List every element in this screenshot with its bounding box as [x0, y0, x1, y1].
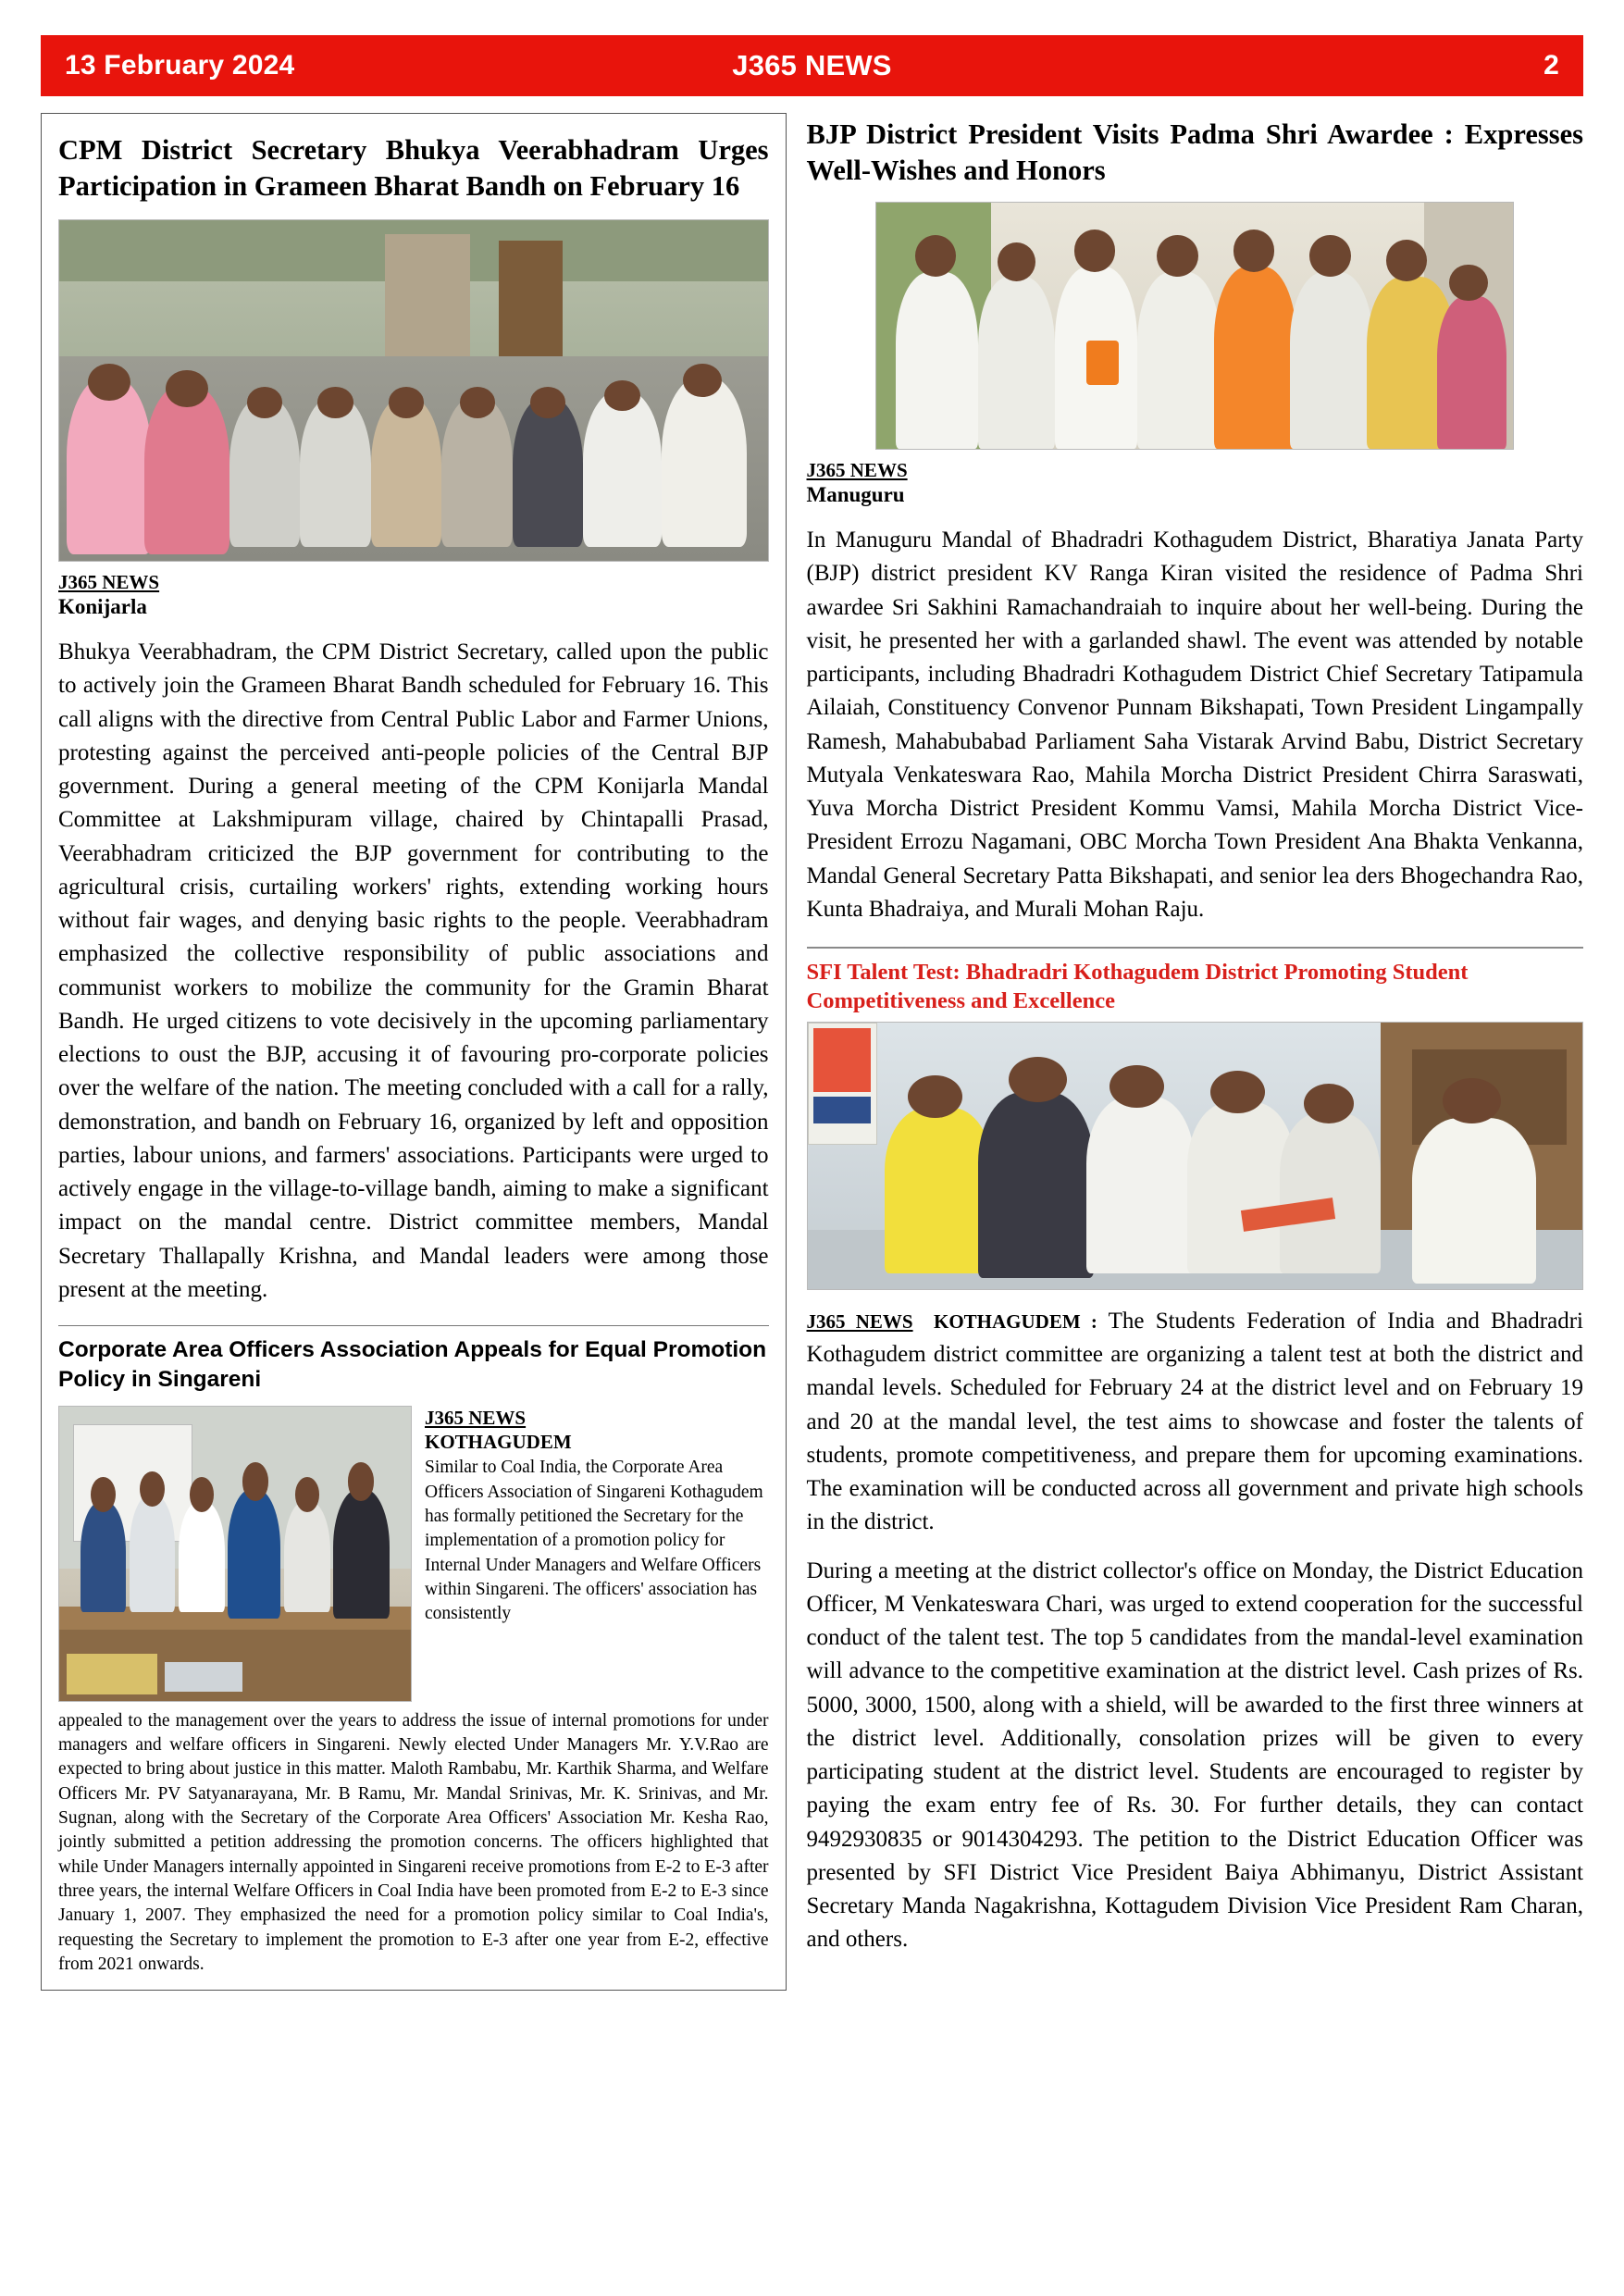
left-article1-byline [58, 570, 769, 621]
right-article2-place: KOTHAGUDEM [933, 1309, 1081, 1333]
right-article2-byline: J365 NEWS KOTHAGUDEM : [806, 1309, 1097, 1333]
left-article2-source: J365 NEWS [425, 1406, 527, 1429]
left-column [41, 113, 787, 1991]
right-column-divider [807, 947, 1583, 949]
left-article1-body: Bhukya Veerabhadram, the CPM District Secretary, called upon the public to actively join the Grameen Bharat Bandh scheduled for February 16. This call aligns with the directive from Central Public Labor and Farmer Unions, protesting against the perceived anti-people policies of the Central BJP government. During a general meeting of the CPM Konijarla Mandal Committee at Lakshmipuram village, chaired by Chintapalli Prasad, Veerabhadram criticized the BJP government for contributing to the agricultural crisis, curtailing workers' rights, extending working hours without fair wages, and denying basic rights to the people. Veerabhadram emphasized the collective responsibility of public associations and communist workers to mobilize the community for the Gramin Bharat Bandh. He urged citizens to vote decisively in the upcoming parliamentary elections to oust the BJP, accusing it of favouring pro-corporate policies over the welfare of the nation. The meeting concluded with a call for a rally, demonstration, and bandh on February 16, organized by left and opposition parties, labour unions, and farmers' associations. Participants were urged to actively engage in the village-to-village bandh, aiming to make a significant impact on the mandal centre. District committee members, Mandal Secretary Thallapally Krishna, and Mandal leaders were among those present at the meeting. [58, 639, 769, 1302]
right-article2-body-1-text: The Students Federation of India and Bhadradri Kothagudem district committee are organizing a talent test at both the district and mandal levels. Scheduled for February 24 at the district level and on February 19 and 20 at the mandal level, the test aims to showcase and foster the talents of students, promote competitiveness, and prepare them for upcoming examinations. The examination will be conducted across all government and private high schools in the district. [806, 1308, 1583, 1535]
right-article1-place: Manuguru [806, 483, 905, 507]
left-article1-place: Konijarla [58, 595, 147, 619]
left-article1-photo [58, 219, 769, 562]
left-article2-wrap-text [425, 1406, 769, 1702]
right-article1-byline [807, 458, 1583, 509]
right-article2-body-1 [807, 1305, 1583, 1540]
left-article2-photo [58, 1406, 412, 1702]
right-article2-headline: SFI Talent Test: Bhadradri Kothagudem District Promoting Student Competitiveness and Excellence [806, 960, 1469, 1014]
right-article1-body: In Manuguru Mandal of Bhadradri Kothagudem District, Bharatiya Janata Party (BJP) district president KV Ranga Kiran visited the residence of Padma Shri awardee Sri Sakhini Ramachandraiah to inquire about her well-being. During the visit, he presented her with a garlanded shawl. The event was attended by notable participants, including Bhadradri Kothagudem District Chief Secretary Tatipamula Ailaiah, Constituency Convenor Punnam Bikshapati, Town President Lingampally Ramesh, Mahabubabad Parliament Saha Vistarak Arvind Babu, District Secretary Mutyala Venkateswara Rao, Mahila Morcha District President Chirra Saraswati, Yuva Morcha District President Kommu Vamsi, Mahila Morcha District Vice-President Errozu Nagamani, OBC Morcha Town President Ana Bhakta Venkanna, Mandal General Secretary Patta Bikshapati, and senior lea ders Bhogechandra Rao, Kunta Bhadraiya, and Murali Mohan Raju. [806, 527, 1583, 922]
left-article2-photo-container [58, 1406, 412, 1702]
left-article1-source: J365 NEWS [58, 571, 160, 594]
masthead-title: J365 NEWS [732, 49, 892, 81]
left-column-divider [58, 1325, 769, 1326]
left-article2-wrap [58, 1406, 769, 1702]
right-article2-source: J365 NEWS [806, 1309, 913, 1333]
page-columns [41, 113, 1583, 1991]
left-article2-body-beside: Similar to Coal India, the Corporate Area Officers Association of Singareni Kothagudem has formally petitioned the Secretary for the implementation of a promotion policy for Internal Under Managers and Welfare Officers within Singareni. The officers' association has consistently [425, 1458, 763, 1624]
left-article1-headline: CPM District Secretary Bhukya Veerabhadram Urges Participation in Grameen Bharat Bandh on February 16 [58, 134, 769, 203]
right-article1-headline: BJP District President Visits Padma Shri Awardee : Expresses Well-Wishes and Honors [806, 118, 1583, 187]
left-article2-place: KOTHAGUDEM [425, 1431, 572, 1453]
masthead-page-number: 2 [1543, 50, 1559, 81]
right-column [807, 113, 1583, 1991]
left-article2-byline [425, 1406, 769, 1455]
left-article2-headline: Corporate Area Officers Association Appeals for Equal Promotion Policy in Singareni [58, 1337, 767, 1392]
right-article2-photo [807, 1022, 1583, 1290]
masthead [41, 35, 1583, 96]
column-gap [787, 113, 807, 1991]
masthead-date: 13 February 2024 [65, 50, 295, 81]
right-article1-source: J365 NEWS [806, 459, 908, 482]
left-article2-body-below: appealed to the management over the years to address the issue of internal promotions for under managers and welfare officers in Singareni. Newly elected Under Managers Mr. Y.V.Rao are expected to bring about justice in this matter. Maloth Rambabu, Mr. Karthik Sharma, and Welfare Officers Mr. PV Satyanarayana, Mr. B Ramu, Mr. Mandal Srinivas, Mr. K. Srinivas, and Mr. Sugnan, along with the Secretary of the Corporate Area Officers' Association Mr. Kesha Rao, jointly submitted a petition addressing the promotion concerns. The officers highlighted that while Under Managers internally appointed in Singareni receive promotions from E-2 to E-3 after three years, the internal Welfare Officers in Coal India have been promoted from E-2 to E-3 since January 1, 2007. They emphasized the need for a promotion policy similar to Coal India's, requesting the Secretary to implement the promotion to E-3 after one year from E-2, effective from 2021 onwards. [58, 1710, 769, 1974]
right-article1-photo [875, 202, 1514, 450]
right-article2-body-2: During a meeting at the district collector's office on Monday, the District Education Officer, M Venkateswara Chari, was urged to extend cooperation for the successful conduct of the talent test. The top 5 candidates from the mandal-level examination will advance to the competitive examination at the district level. Cash prizes of Rs. 5000, 3000, 1500, along with a shield, will be awarded to the first three winners at the district level. Additionally, consolation prizes will be given to every participating student at the district level. Students are encouraged to register by paying the exam entry fee of Rs. 30. For further details, they can contact 9492930835 or 9014304293. The petition to the District Education Officer was presented by SFI District Vice President Baiya Abhimanyu, District Assistant Secretary Manda Nagakrishna, Kottagudem Division Vice President Ram Charan, and others. [806, 1558, 1583, 1953]
